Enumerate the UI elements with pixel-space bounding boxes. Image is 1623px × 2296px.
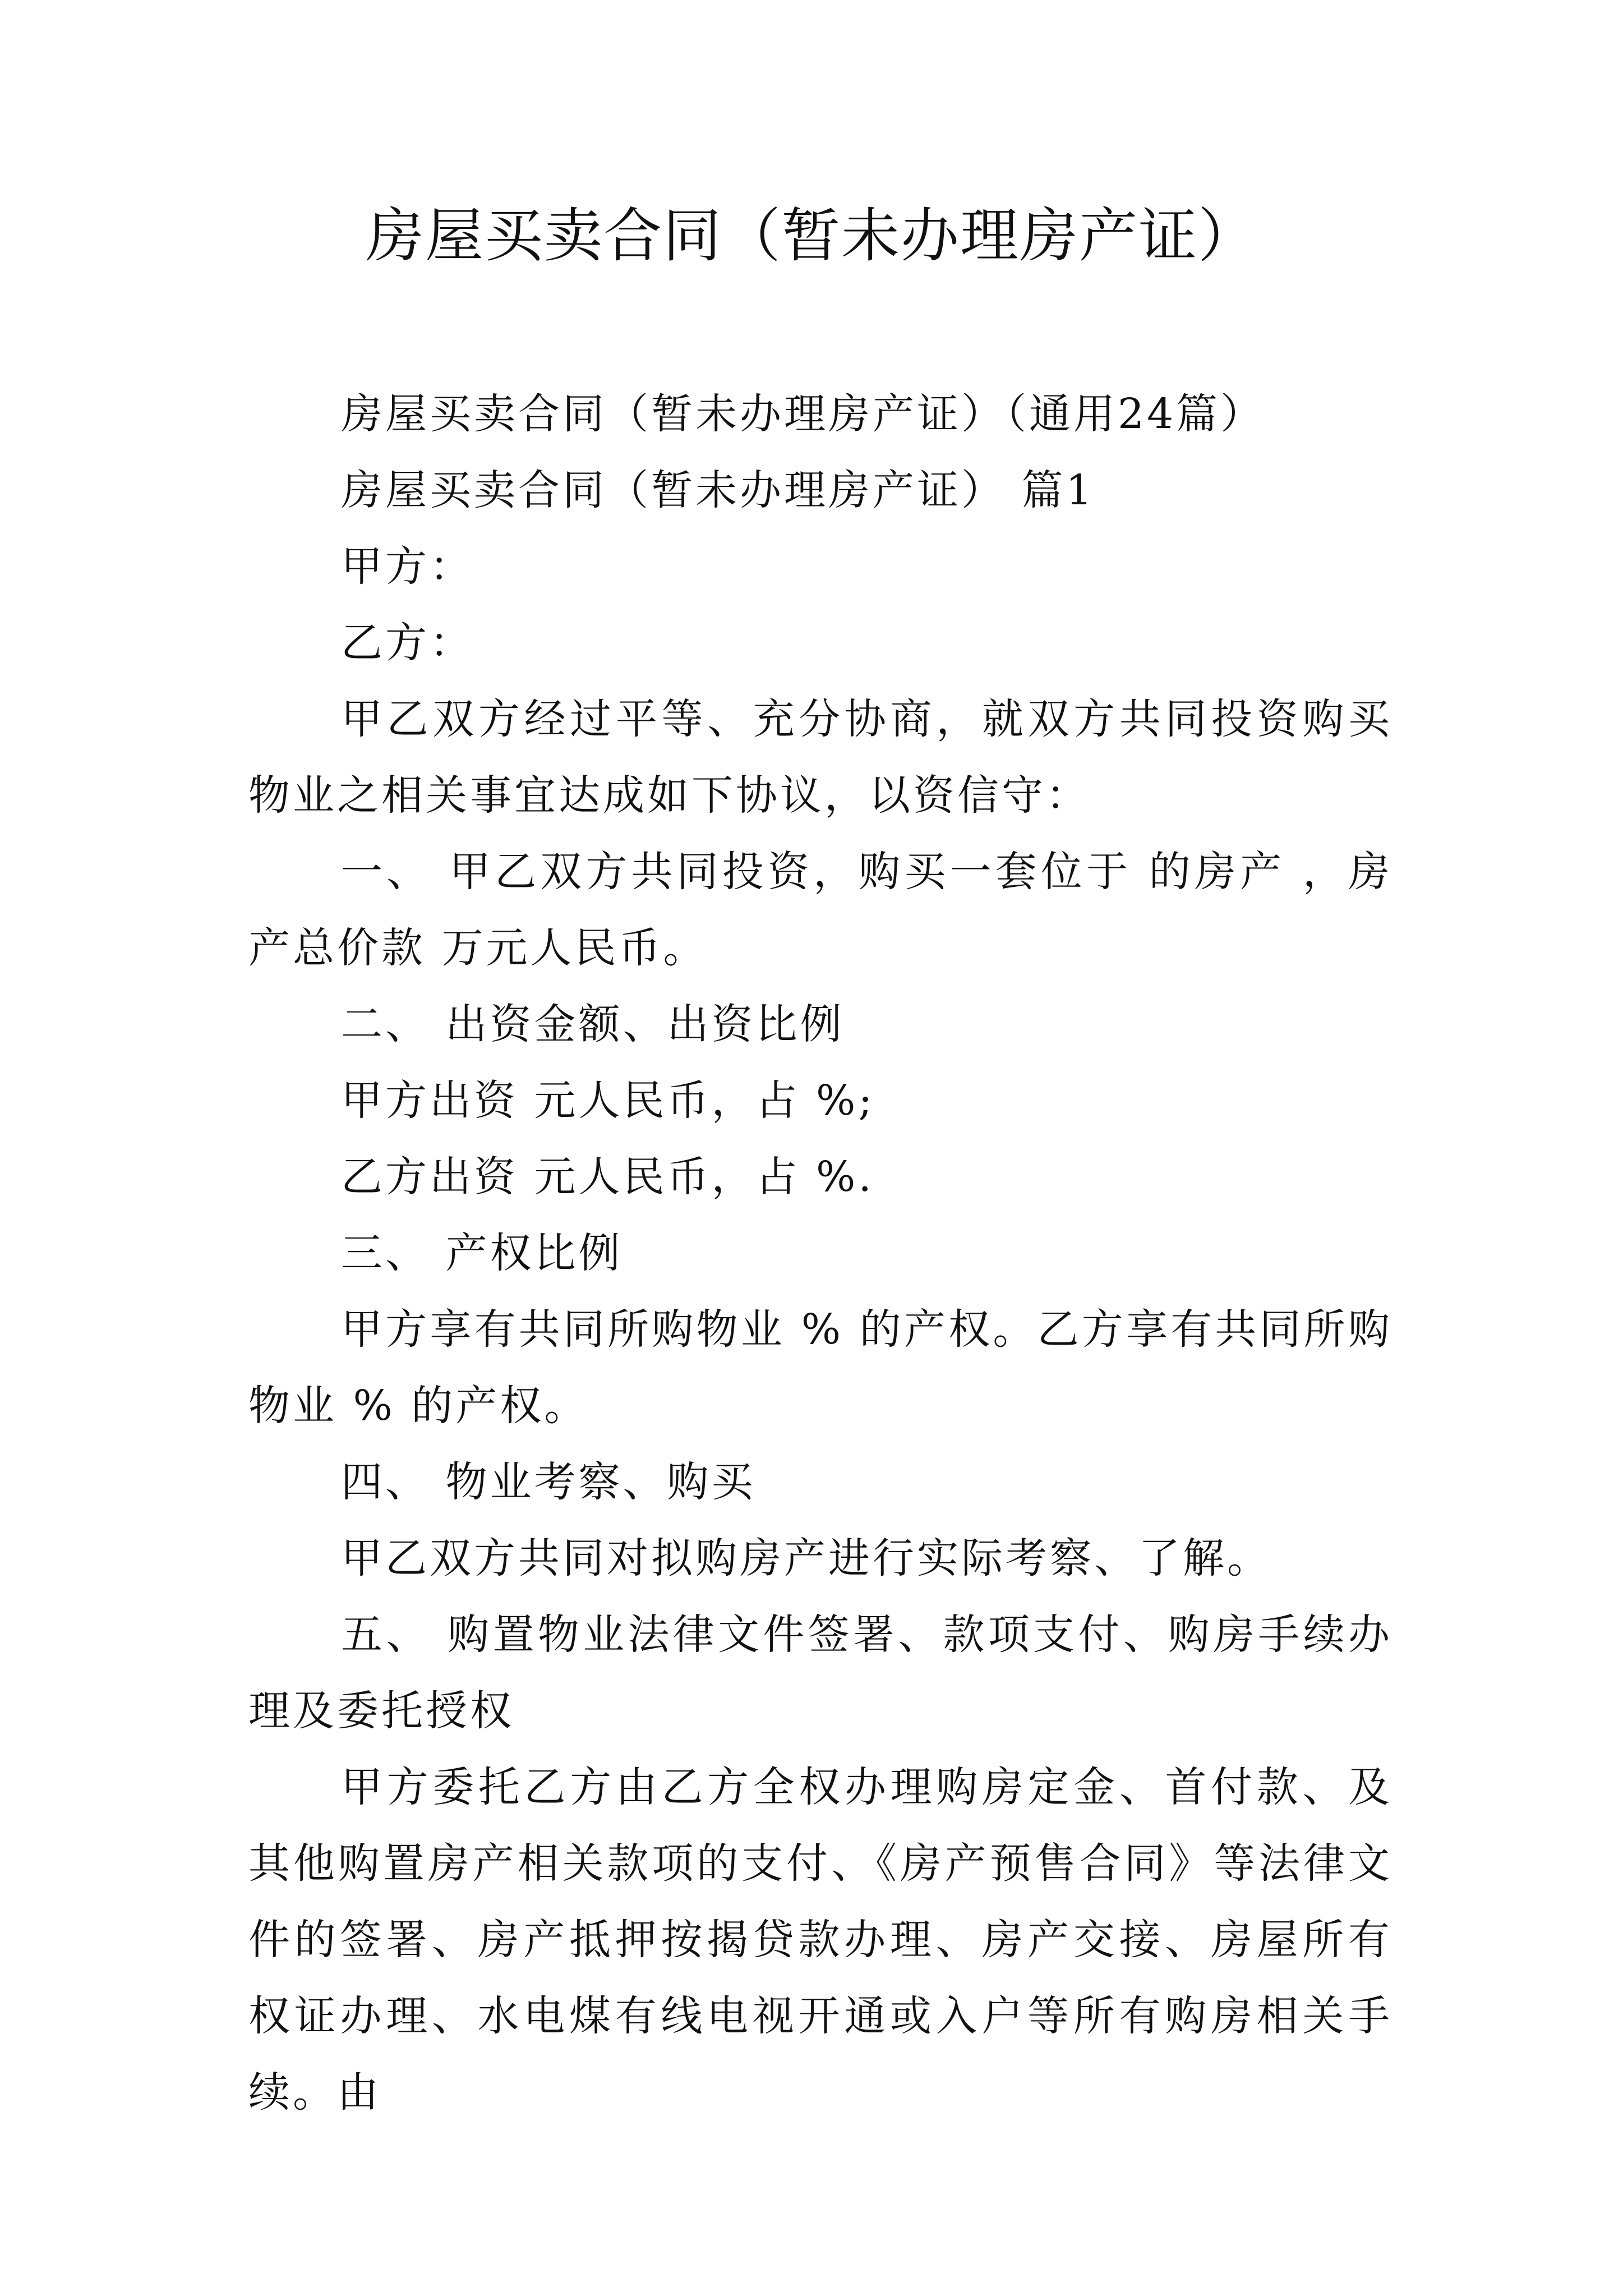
party-a-contribution: 甲方出资 元人民币，占 %; xyxy=(341,1076,875,1125)
document-body xyxy=(248,376,1393,2131)
party-b-contribution: 乙方出资 元人民币，占 %. xyxy=(341,1153,874,1201)
clause-5-body: 甲方委托乙方由乙方全权办理购房定金、首付款、及其他购置房产相关款项的支付、《房产预售合同》等法律文件的签署、房产抵押按揭贷款办理、房产交接、房屋所有权证办理、水电煤有线电视开通或入户等所有购房相关手续。由 xyxy=(248,1763,1393,2116)
document-title: 房屋买卖合同（暂未办理房产证） xyxy=(365,201,1257,270)
clause-3-heading: 三、 产权比例 xyxy=(341,1229,623,1277)
paragraph-subtitle: 房屋买卖合同（暂未办理房产证）（通用24篇） xyxy=(341,390,1265,438)
clause-3-body: 甲方享有共同所购物业 % 的产权。乙方享有共同所购物业 % 的产权。 xyxy=(248,1305,1393,1430)
clause-4-heading: 四、 物业考察、购买 xyxy=(341,1458,756,1506)
clause-2-heading: 二、 出资金额、出资比例 xyxy=(341,1000,845,1048)
party-a-line: 甲方： xyxy=(341,542,474,591)
paragraph-section-heading: 房屋买卖合同（暂未办理房产证） 篇1 xyxy=(341,466,1095,514)
party-b-line: 乙方： xyxy=(341,619,474,667)
clause-1: 一、 甲乙双方共同投资，购买一套位于 的房产 ，房产总价款 万元人民币。 xyxy=(248,848,1393,972)
clause-4-body: 甲乙双方共同对拟购房产进行实际考察、了解。 xyxy=(341,1534,1271,1582)
paragraph-preamble: 甲乙双方经过平等、充分协商，就双方共同投资购买物业之相关事宜达成如下协议，以资信守： xyxy=(248,695,1393,820)
clause-5-heading: 五、 购置物业法律文件签署、款项支付、购房手续办理及委托授权 xyxy=(248,1611,1393,1735)
